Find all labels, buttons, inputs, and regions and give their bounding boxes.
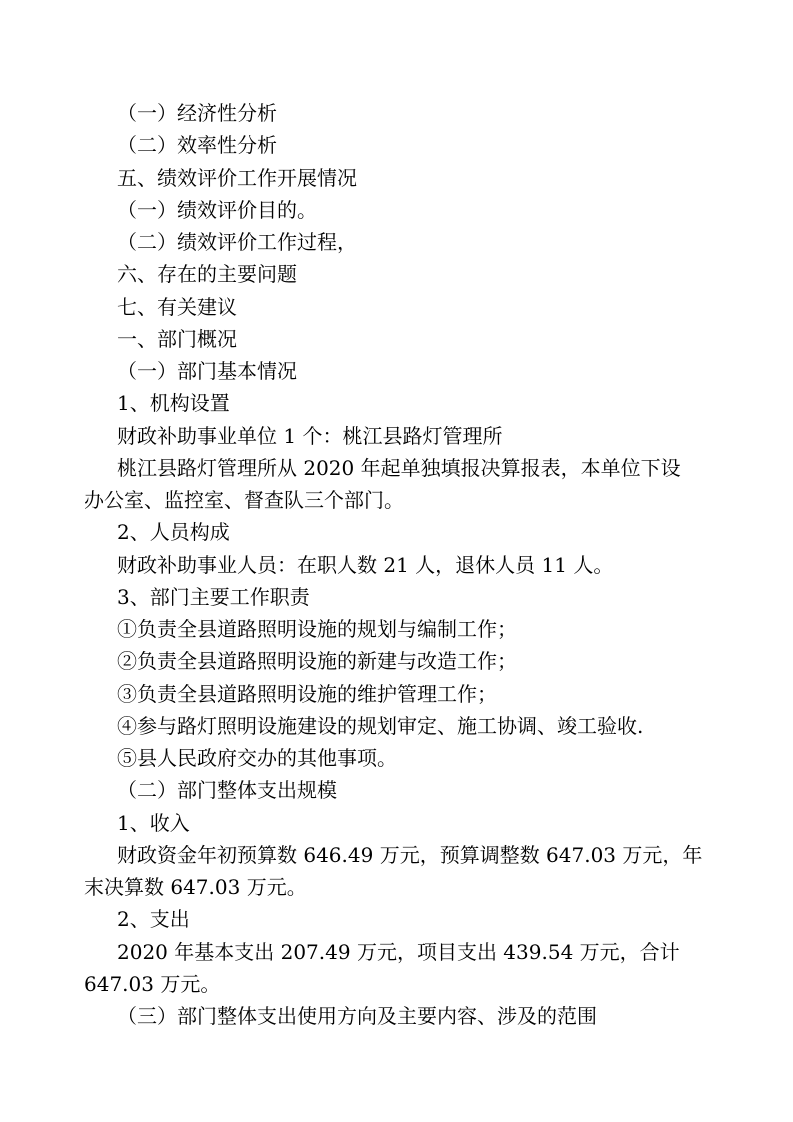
paragraph-line: 末决算数 647.03 万元。: [84, 875, 307, 899]
body-paragraph-income-figures: [84, 839, 724, 904]
paragraph-line: ①负责全县道路照明设施的规划与编制工作；: [117, 617, 517, 641]
paragraph-line: 桃江县路灯管理所从 2020 年起单独填报决算报表，本单位下设: [117, 455, 681, 480]
section-heading-main-problems: [84, 258, 724, 290]
paragraph-line: 财政补助事业单位 1 个：桃江县路灯管理所: [117, 423, 503, 448]
heading-expenditure-direction: [84, 1000, 724, 1032]
list-item-duty-5: [84, 742, 724, 774]
section-heading-suggestions: [84, 291, 724, 323]
paragraph-line: （一）经济性分析: [117, 101, 277, 125]
paragraph-line: 1、机构设置: [117, 391, 230, 416]
paragraph-line: 2020 年基本支出 207.49 万元，项目支出 439.54 万元，合计: [117, 939, 680, 964]
paragraph-line: （一）绩效评价目的。: [117, 197, 317, 222]
paragraph-line: 一、部门概况: [117, 326, 237, 351]
paragraph-line: 647.03 万元。: [84, 971, 221, 996]
heading-department-basics: [84, 355, 724, 387]
paragraph-line: ⑤县人民政府交办的其他事项。: [117, 746, 397, 770]
paragraph-line: 2、支出: [117, 907, 190, 932]
paragraph-line: ②负责全县道路照明设施的新建与改造工作；: [117, 649, 517, 674]
paragraph-line: 五、绩效评价工作开展情况: [117, 165, 357, 190]
list-item-duty-3: [84, 678, 724, 710]
paragraph-line: 2、人员构成: [117, 520, 230, 545]
heading-evaluation-process: [84, 226, 724, 258]
list-item-duty-4: [84, 710, 724, 742]
heading-evaluation-purpose: [84, 194, 724, 226]
paragraph-line: （二）效率性分析: [117, 133, 277, 158]
heading-efficiency-analysis: [84, 129, 724, 161]
document-body: [84, 97, 724, 1032]
paragraph-line: （二）部门整体支出规模: [117, 778, 337, 803]
heading-income: [84, 807, 724, 839]
paragraph-line: 3、部门主要工作职责: [117, 584, 310, 609]
paragraph-line: 财政资金年初预算数 646.49 万元，预算调整数 647.03 万元，年: [117, 842, 703, 867]
section-heading-evaluation-work: [84, 162, 724, 194]
body-paragraph-expenditure-figures: [84, 936, 724, 1001]
paragraph-line: 六、存在的主要问题: [117, 262, 297, 287]
body-paragraph-unit-description: [84, 452, 724, 517]
section-heading-department-overview: [84, 323, 724, 355]
paragraph-line: （三）部门整体支出使用方向及主要内容、涉及的范围: [117, 1004, 597, 1028]
paragraph-line: ④参与路灯照明设施建设的规划审定、施工协调、竣工验收.: [117, 713, 644, 738]
paragraph-line: 财政补助事业人员：在职人数 21 人，退休人员 11 人。: [117, 552, 614, 577]
list-item-duty-2: [84, 645, 724, 677]
heading-main-duties: [84, 581, 724, 613]
heading-organization-setup: [84, 387, 724, 419]
paragraph-line: 七、有关建议: [117, 294, 237, 319]
paragraph-line: （一）部门基本情况: [117, 359, 297, 383]
paragraph-line: （二）绩效评价工作过程，: [117, 230, 357, 254]
heading-expenditure: [84, 903, 724, 935]
body-paragraph-staff-count: [84, 549, 724, 581]
paragraph-line: 办公室、监控室、督查队三个部门。: [84, 488, 404, 512]
body-paragraph-subsidized-unit: [84, 420, 724, 452]
heading-expenditure-scale: [84, 774, 724, 806]
paragraph-line: ③负责全县道路照明设施的维护管理工作；: [117, 681, 497, 706]
heading-staff-composition: [84, 516, 724, 548]
list-item-duty-1: [84, 613, 724, 645]
paragraph-line: 1、收入: [117, 810, 190, 835]
heading-economic-analysis: [84, 97, 724, 129]
